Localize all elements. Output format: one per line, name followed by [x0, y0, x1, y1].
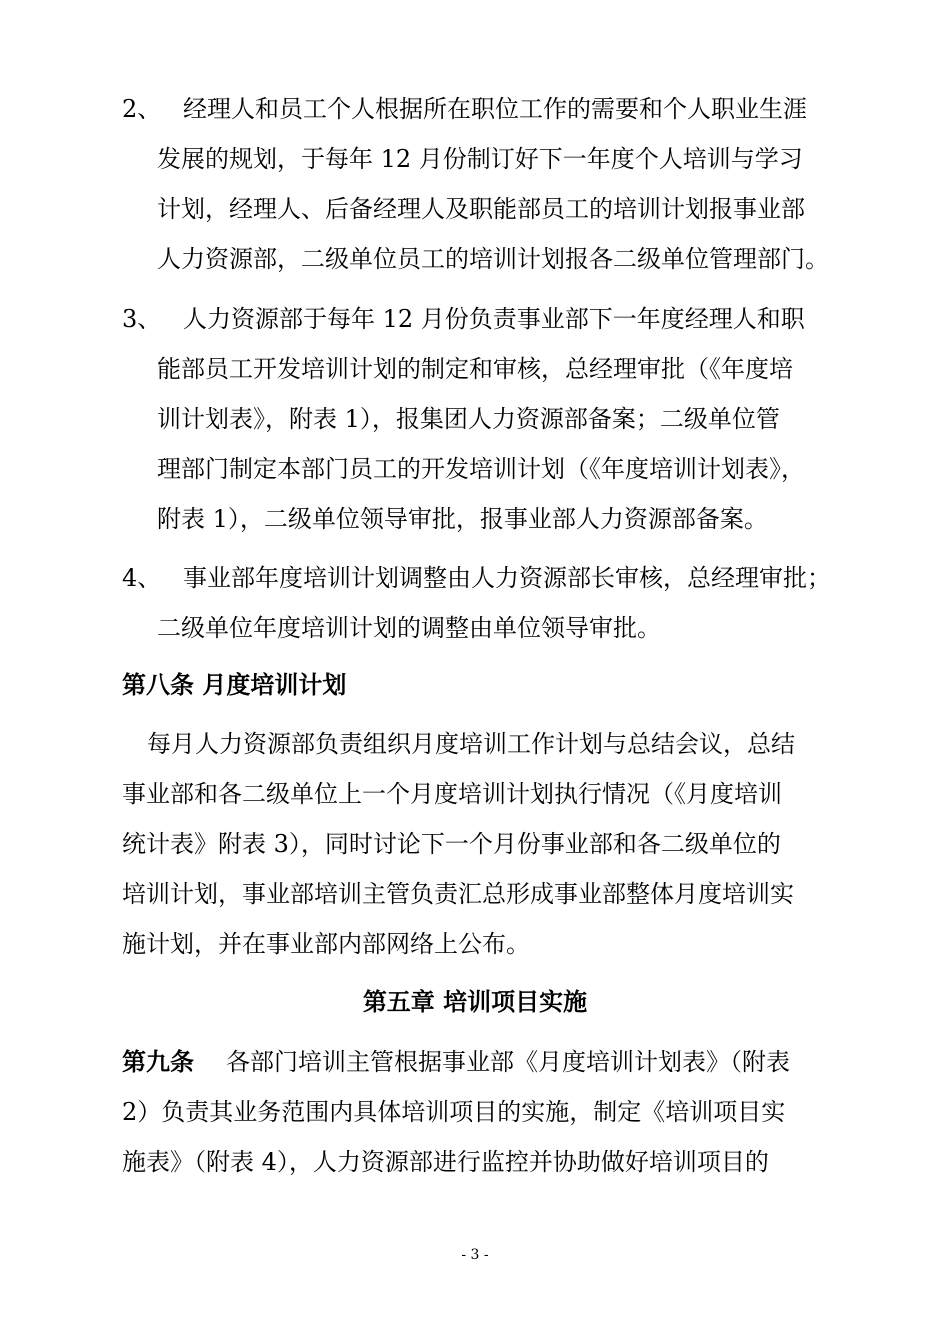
article-heading: 第八条 月度培训计划 [122, 670, 347, 699]
paragraph-line: 各部门培训主管根据事业部《月度培训计划表》（附表 [226, 1048, 790, 1076]
item-line: 理部门制定本部门员工的开发培训计划（《年度培训计划表》， [157, 455, 805, 483]
item-line: 事业部年度培训计划调整由人力资源部长审核，总经理审批； [183, 564, 831, 592]
item-line: 附表 1），二级单位领导审批，报事业部人力资源部备案。 [157, 505, 768, 533]
chapter-title: 第五章 培训项目实施 [362, 987, 588, 1016]
item-line: 能部员工开发培训计划的制定和审核，总经理审批（《年度培 [157, 355, 793, 383]
item-line: 发展的规划，于每年 12 月份制订好下一年度个人培训与学习 [157, 145, 803, 173]
paragraph-line: 2）负责其业务范围内具体培训项目的实施，制定《培训项目实 [122, 1098, 786, 1126]
item-line: 二级单位年度培训计划的调整由单位领导审批。 [157, 614, 661, 642]
paragraph-line: 事业部和各二级单位上一个月度培训计划执行情况（《月度培训 [122, 780, 782, 808]
item-number: 4、 [122, 564, 162, 592]
item-line: 计划，经理人、后备经理人及职能部员工的培训计划报事业部 [157, 195, 805, 223]
page-number: - 3 - [461, 1247, 489, 1263]
paragraph-line: 施表》（附表 4），人力资源部进行监控并协助做好培训项目的 [122, 1148, 769, 1176]
item-line: 人力资源部，二级单位员工的培训计划报各二级单位管理部门。 [157, 245, 829, 273]
item-number: 3、 [122, 305, 162, 333]
paragraph-line: 统计表》附表 3），同时讨论下一个月份事业部和各二级单位的 [122, 830, 781, 858]
item-line: 人力资源部于每年 12 月份负责事业部下一年度经理人和职 [183, 305, 805, 333]
paragraph-line: 每月人力资源部负责组织月度培训工作计划与总结会议，总结 [147, 730, 795, 758]
item-number: 2、 [122, 95, 162, 123]
paragraph-line: 施计划，并在事业部内部网络上公布。 [122, 930, 530, 958]
item-line: 经理人和员工个人根据所在职位工作的需要和个人职业生涯 [183, 95, 807, 123]
paragraph-line: 培训计划，事业部培训主管负责汇总形成事业部整体月度培训实 [122, 880, 794, 908]
item-line: 训计划表》，附表 1），报集团人力资源部备案；二级单位管 [157, 405, 780, 433]
article-label: 第九条 [122, 1047, 194, 1076]
